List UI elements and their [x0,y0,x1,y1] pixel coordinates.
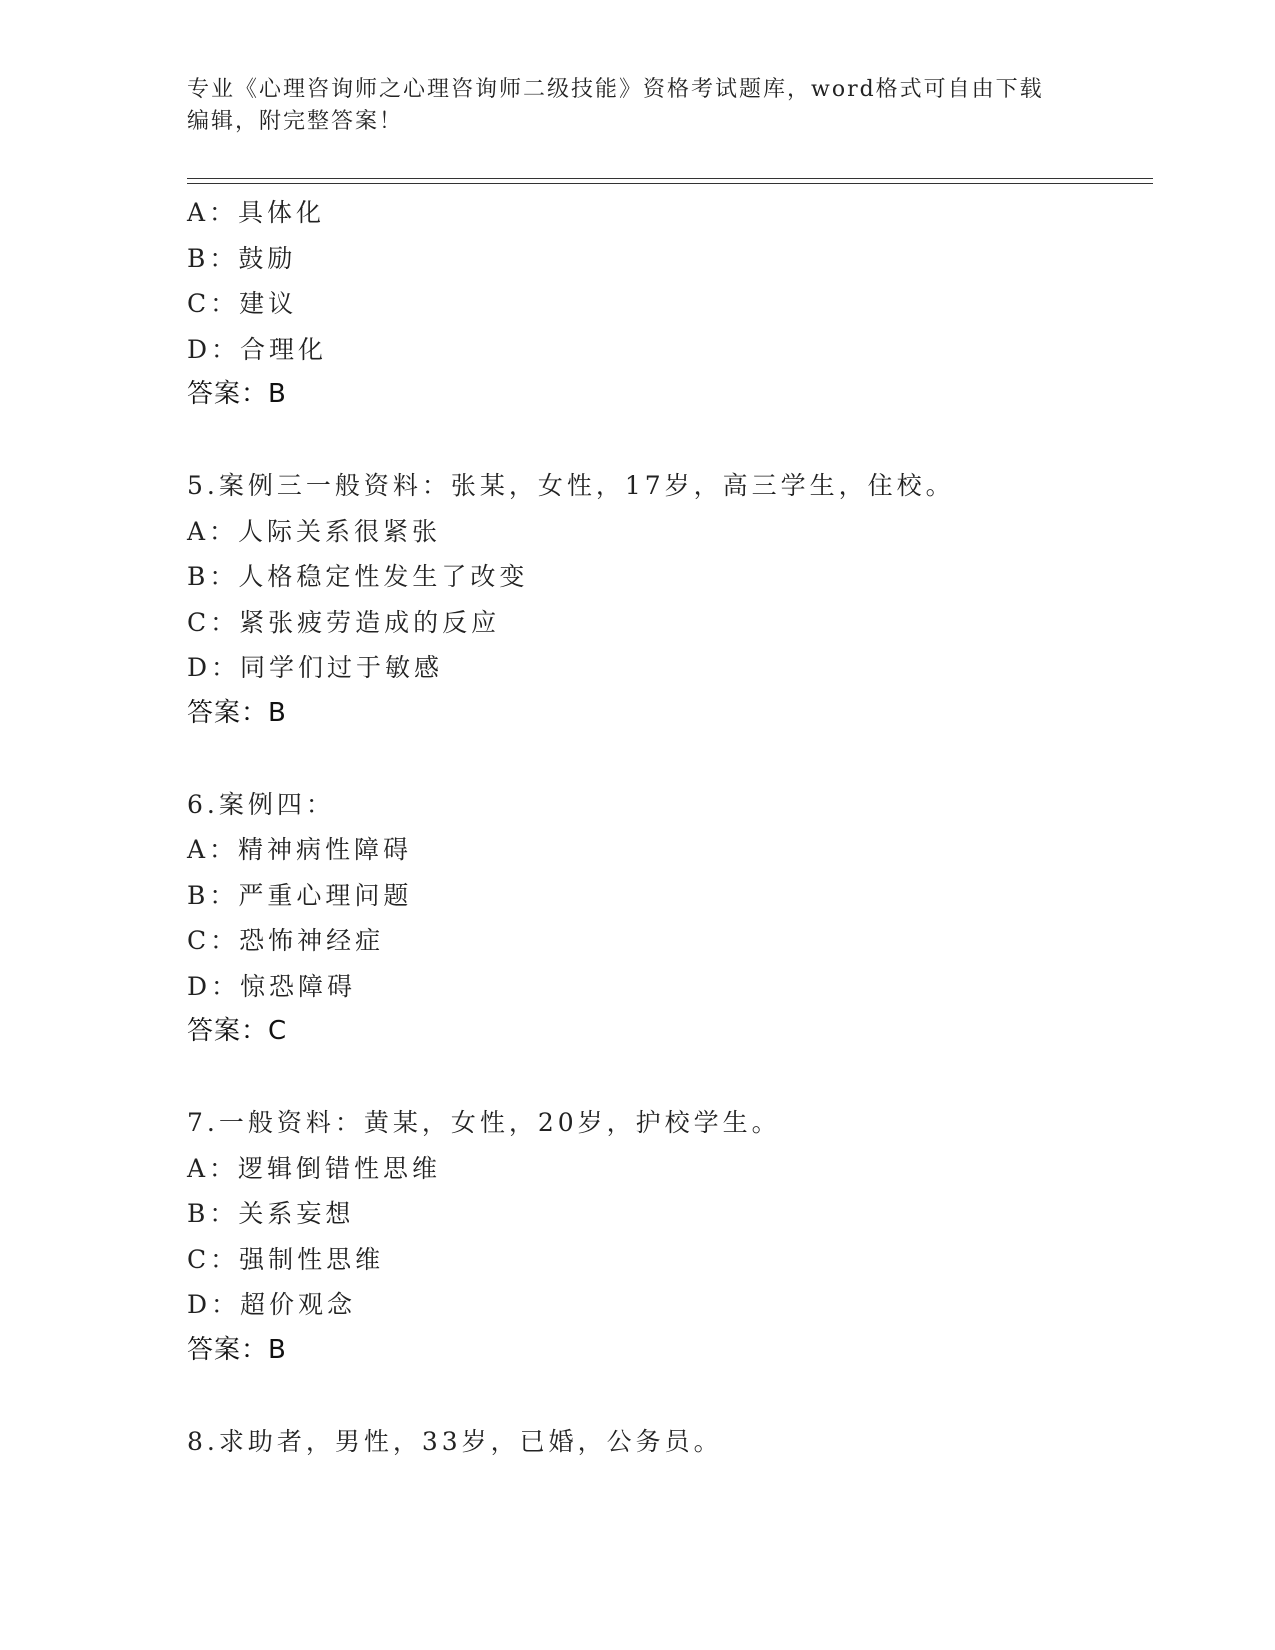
header-line-2: 编辑，附完整答案！ [187,109,404,134]
option-c: C：恐怖神经症 [187,926,385,955]
option-d: D：同学们过于敏感 [187,653,444,682]
option-a: A：人际关系很紧张 [187,516,442,546]
question-list [187,190,1153,1464]
answer: 答案：B [187,697,287,728]
spacer [187,736,1153,782]
option-a: A：精神病性障碍 [187,835,413,864]
option-d: D：合理化 [187,334,328,364]
option-a: A：逻辑倒错性思维 [187,1153,442,1183]
question-block [187,1100,1153,1373]
answer: 答案：C [187,1016,288,1046]
option-c: C：建议 [187,289,298,318]
header-line-1: 专业《心理咨询师之心理咨询师二级技能》资格考试题库，word格式可自由下载 [187,77,1044,102]
option-c: C：强制性思维 [187,1244,385,1274]
option-b: B：鼓励 [187,243,297,273]
spacer [187,1373,1153,1419]
question-block [187,463,1153,736]
answer: 答案：B [187,1334,287,1365]
question-title: 8.求助者，男性，33岁，已婚，公务员。 [187,1426,723,1456]
option-b: B：人格稳定性发生了改变 [187,562,529,591]
option-a: A：具体化 [187,198,326,227]
option-b: B：关系妄想 [187,1199,355,1228]
option-c: C：紧张疲劳造成的反应 [187,607,501,637]
question-title: 5.案例三一般资料：张某，女性，17岁，高三学生，住校。 [187,471,955,500]
question-title: 7.一般资料：黄某，女性，20岁，护校学生。 [187,1108,781,1137]
option-d: D：惊恐障碍 [187,971,357,1001]
spacer [187,1055,1153,1101]
spacer [187,418,1153,464]
answer: 答案：B [187,379,287,409]
question-block [187,190,1153,418]
question-block [187,782,1153,1055]
option-d: D：超价观念 [187,1290,357,1319]
question-title: 6.案例四： [187,789,335,819]
question-block [187,1419,1153,1465]
header-divider [187,178,1153,184]
option-b: B：严重心理问题 [187,880,413,910]
document-header [187,74,1077,138]
